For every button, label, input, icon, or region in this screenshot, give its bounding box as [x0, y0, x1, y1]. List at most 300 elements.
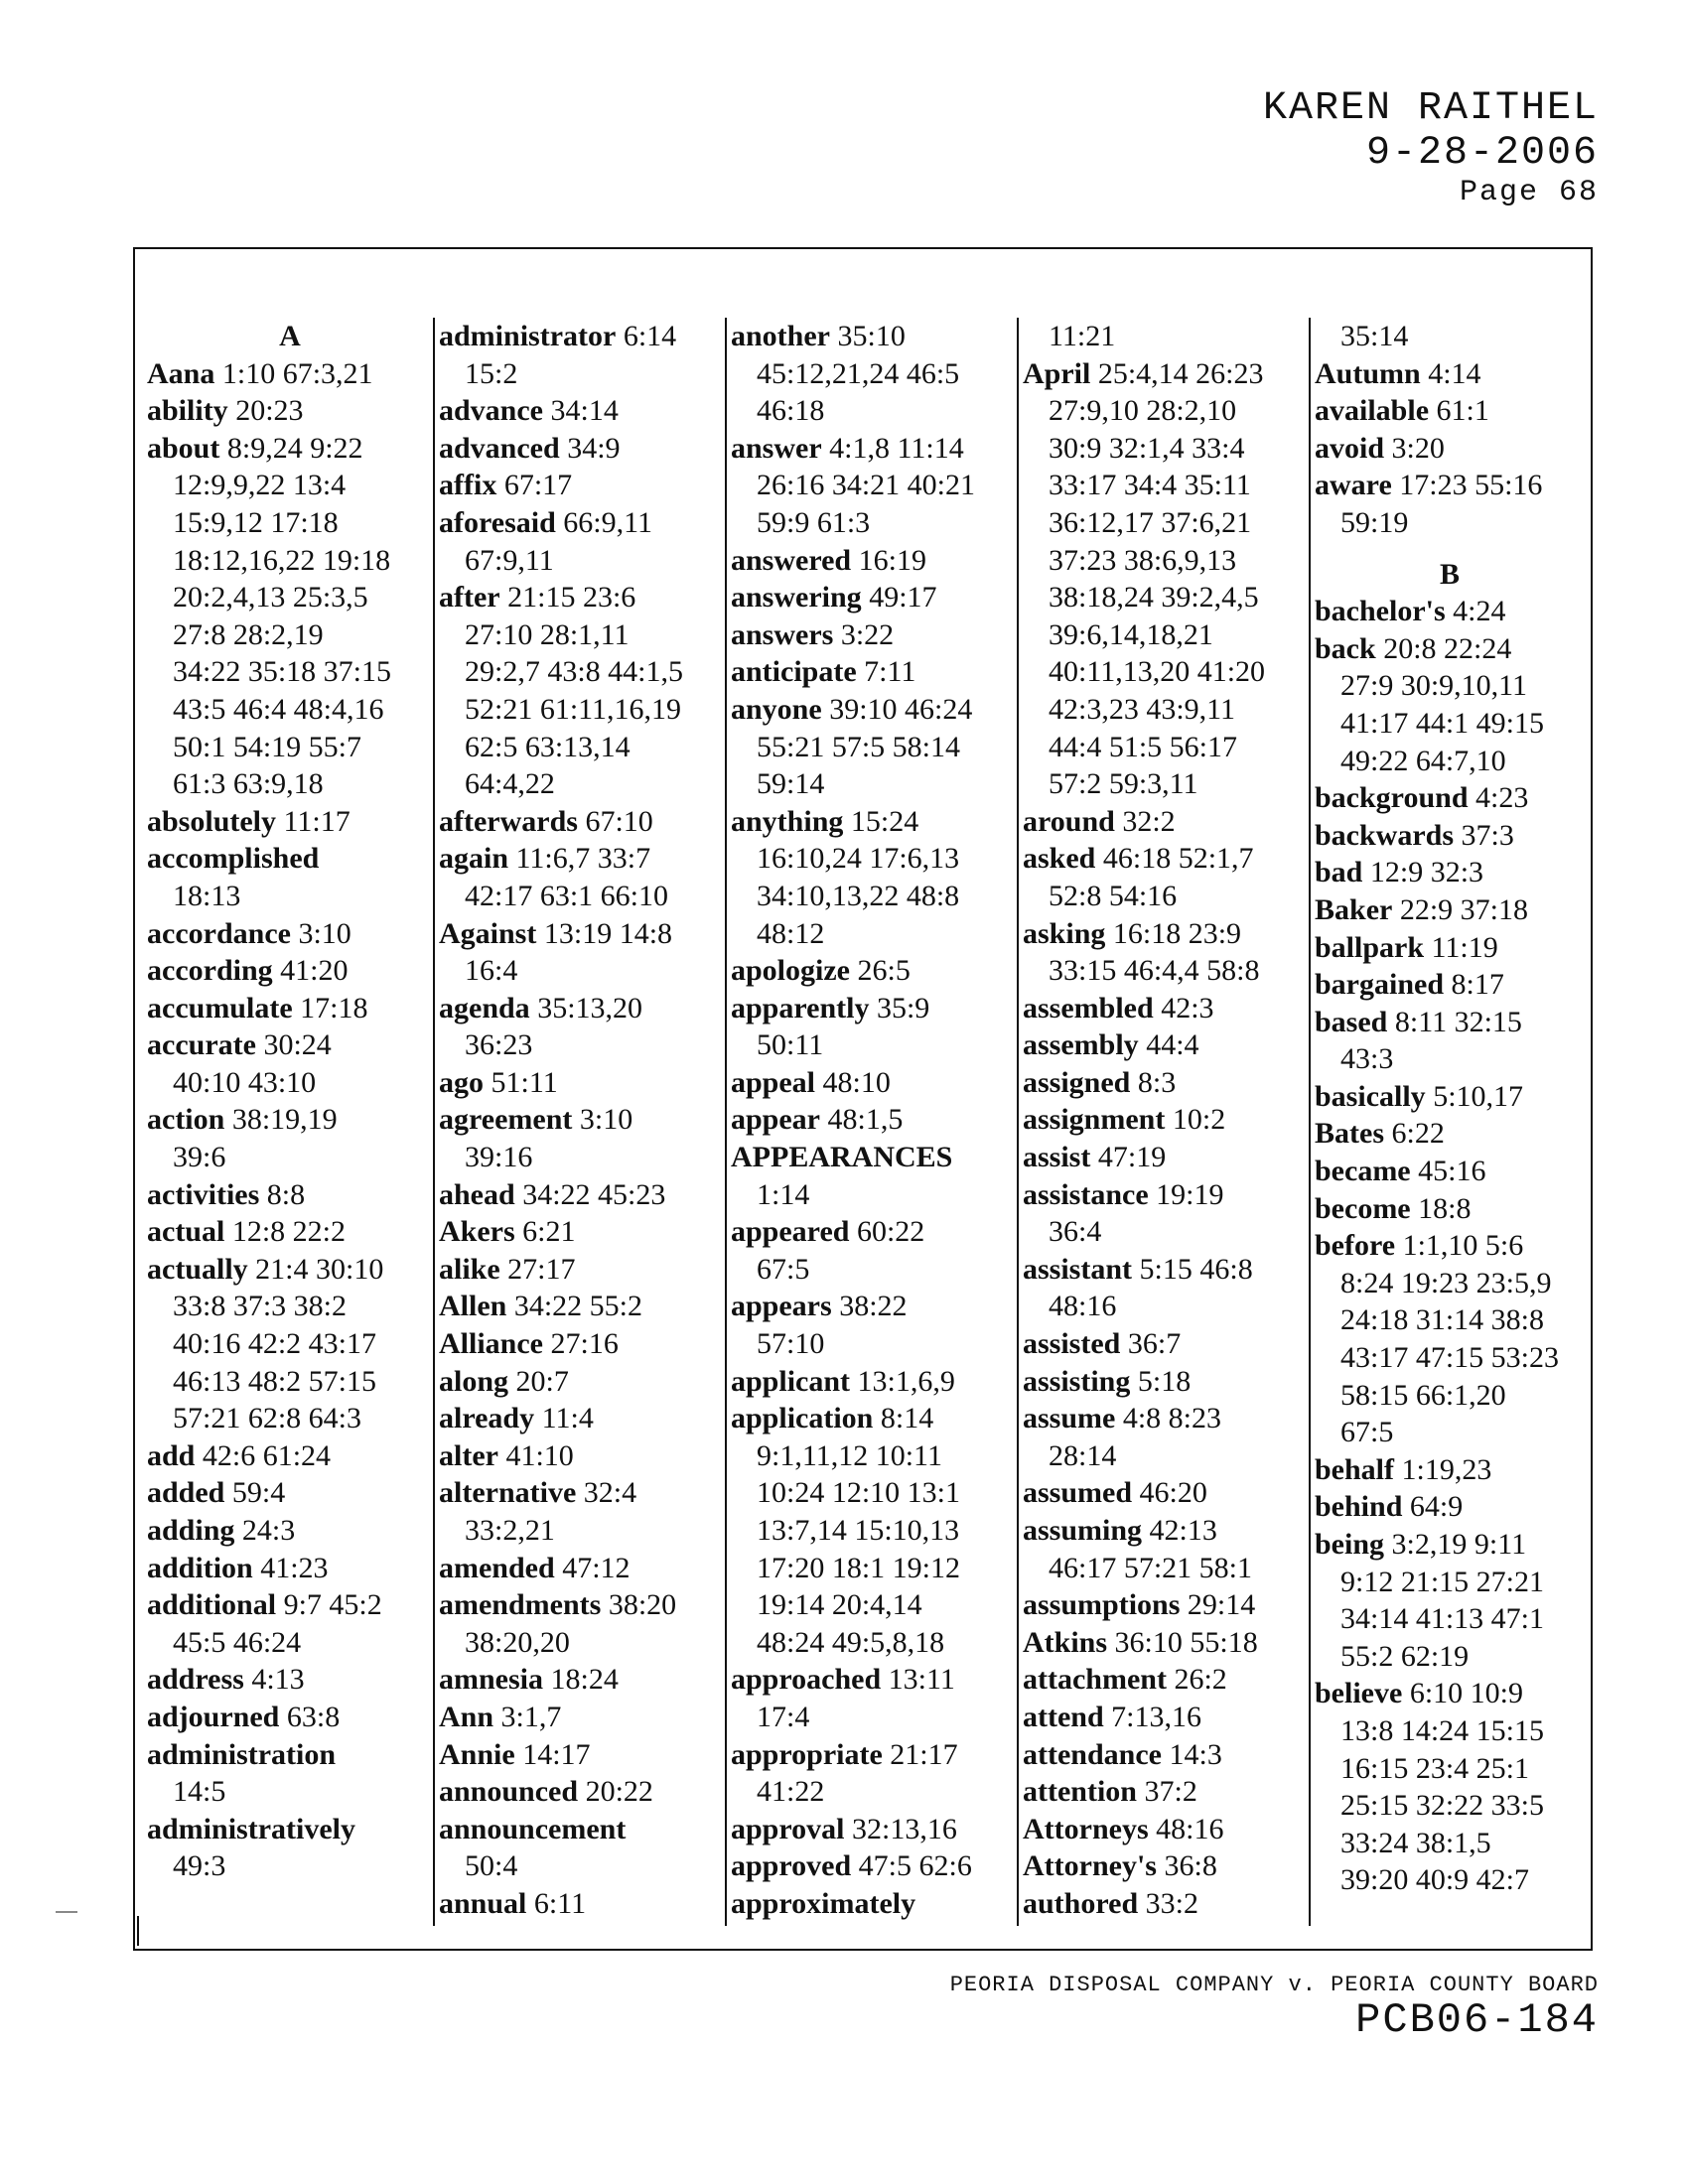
page-line-refs-continued: 48:12	[757, 916, 825, 950]
index-entry	[147, 1101, 433, 1175]
page-line-refs: 49:17	[869, 581, 937, 614]
page-line-refs: 18:24	[550, 1663, 619, 1697]
index-entry	[731, 1363, 1017, 1401]
page-line-refs-continued: 33:17 34:4 35:11	[1049, 469, 1251, 502]
page-line-refs-continued: 38:20,20	[465, 1625, 570, 1659]
index-entry	[731, 616, 1017, 654]
index-entry-line	[439, 1699, 725, 1736]
index-entry-line	[1315, 1115, 1585, 1153]
margin-tick	[137, 1916, 139, 1946]
index-term: activities	[147, 1177, 260, 1211]
index-entry	[731, 1661, 1017, 1735]
page-line-refs-continued: 55:21 57:5 58:14	[757, 730, 961, 763]
index-term: answering	[731, 581, 862, 614]
index-entry	[439, 1437, 725, 1475]
index-entry	[147, 803, 433, 841]
index-entry	[1023, 1064, 1309, 1102]
index-entry	[147, 1437, 433, 1475]
page-line-refs: 21:4 30:10	[255, 1252, 384, 1286]
index-entry-line	[147, 840, 433, 878]
index-term: assumed	[1023, 1476, 1133, 1510]
index-entry	[1023, 1325, 1309, 1363]
page-line-refs: 6:11	[533, 1886, 587, 1920]
index-entry-line	[731, 803, 1017, 841]
page-line-refs-continued: 43:5 46:4 48:4,16	[173, 692, 384, 726]
index-term: add	[147, 1438, 196, 1472]
index-term: adjourned	[147, 1700, 280, 1733]
index-term: administratively	[147, 1812, 355, 1845]
index-term: after	[439, 581, 500, 614]
index-term: appropriate	[731, 1737, 883, 1771]
index-entry-line	[1315, 1078, 1585, 1116]
index-term: added	[147, 1476, 225, 1510]
index-entry	[1023, 1474, 1309, 1512]
index-entry-line	[147, 430, 433, 468]
index-term: alter	[439, 1438, 498, 1472]
index-entry	[439, 467, 725, 504]
index-entry	[1315, 1153, 1585, 1190]
page-line-refs: 36:8	[1164, 1849, 1217, 1883]
index-entry	[731, 1736, 1017, 1811]
index-entry	[1315, 1078, 1585, 1116]
page-line-refs: 60:22	[856, 1215, 925, 1249]
index-entry	[731, 430, 1017, 542]
index-term: accurate	[147, 1028, 256, 1062]
index-entry-line	[1315, 929, 1585, 967]
page-line-refs-continued: 15:9,12 17:18	[173, 505, 339, 539]
page-line-refs-continued: 38:18,24 39:2,4,5	[1049, 581, 1259, 614]
page-line-refs: 14:3	[1169, 1737, 1222, 1771]
page-line-refs-continued: 29:2,7 43:8 44:1,5	[465, 655, 684, 689]
index-entry-line	[731, 1885, 1017, 1923]
page-line-refs-continued: 59:19	[1340, 505, 1409, 539]
index-entry-line	[1315, 467, 1585, 504]
index-entry-line	[1023, 1885, 1309, 1923]
index-term: assumptions	[1023, 1588, 1181, 1622]
page-line-refs-continued: 52:8 54:16	[1049, 879, 1178, 912]
index-entry	[147, 840, 433, 914]
index-term: approached	[731, 1663, 882, 1697]
index-entry	[147, 430, 433, 803]
page-line-refs-continued: 27:9,10 28:2,10	[1049, 394, 1237, 428]
page-line-refs-continued: 46:13 48:2 57:15	[173, 1364, 377, 1398]
page-line-refs: 35:13,20	[537, 991, 643, 1024]
index-term: annual	[439, 1886, 527, 1920]
index-entry-line	[147, 1661, 433, 1699]
index-entry-line	[731, 1400, 1017, 1437]
index-entry-line	[1023, 1474, 1309, 1512]
index-term: anyone	[731, 692, 822, 726]
index-entry	[731, 990, 1017, 1064]
index-entry	[1023, 1773, 1309, 1811]
index-entry-line	[439, 1811, 725, 1848]
index-term: along	[439, 1364, 509, 1398]
index-entry-line	[439, 1101, 725, 1139]
index-entry	[731, 803, 1017, 952]
index-entry-line	[1023, 1363, 1309, 1401]
page-line-refs: 10:2	[1172, 1103, 1226, 1137]
page-line-refs-continued: 41:22	[757, 1775, 825, 1809]
index-entry	[731, 1885, 1017, 1923]
index-entry-line	[439, 840, 725, 878]
index-term: backwards	[1315, 818, 1455, 852]
index-column-4	[1023, 318, 1311, 1926]
page-line-refs: 51:11	[491, 1065, 558, 1099]
page-line-refs-continued: 67:5	[1340, 1416, 1394, 1449]
index-entry	[731, 542, 1017, 580]
index-entry-line	[439, 467, 725, 504]
page-line-refs: 11:4	[541, 1402, 594, 1435]
page-line-refs-continued: 15:2	[465, 356, 518, 390]
index-entry-line	[439, 318, 725, 355]
page-line-refs: 41:23	[260, 1551, 329, 1584]
page-line-refs-continued: 33:8 37:3 38:2	[173, 1290, 348, 1323]
index-entry	[147, 1512, 433, 1550]
page-line-refs: 42:13	[1149, 1514, 1217, 1547]
page-line-refs: 20:22	[585, 1775, 653, 1809]
index-entry-line	[1315, 854, 1585, 891]
page-line-refs: 42:6 61:24	[202, 1438, 332, 1472]
index-entry-line	[1023, 1847, 1309, 1885]
page-line-refs-continued: 57:10	[757, 1327, 825, 1361]
index-term: anything	[731, 804, 844, 838]
page-line-refs: 18:8	[1418, 1191, 1472, 1225]
page-line-refs-continued: 61:3 63:9,18	[173, 767, 324, 801]
page-line-refs: 12:9 32:3	[1369, 856, 1484, 889]
index-entry-line	[1315, 355, 1585, 393]
index-term: according	[147, 954, 273, 988]
index-entry-line	[1023, 1624, 1309, 1662]
case-number: PCB06-184	[1355, 1996, 1599, 2045]
index-entry-line	[439, 1064, 725, 1102]
index-entry-line	[1023, 1251, 1309, 1289]
index-entry-line	[1315, 1451, 1585, 1489]
index-column-2	[439, 318, 727, 1926]
index-entry-line	[1023, 990, 1309, 1027]
index-entry-line	[147, 803, 433, 841]
page-line-refs: 37:3	[1461, 818, 1514, 852]
index-term: Autumn	[1315, 356, 1421, 390]
index-entry	[439, 1176, 725, 1214]
page-line-refs-continued: 59:9 61:3	[757, 505, 871, 539]
page-line-refs-continued: 10:24 12:10 13:1	[757, 1476, 961, 1510]
page-line-refs: 4:1,8 11:14	[829, 431, 964, 465]
page-line-refs: 8:14	[880, 1402, 934, 1435]
page-line-refs: 33:2	[1145, 1886, 1198, 1920]
index-entry-line	[1315, 1488, 1585, 1526]
index-entry	[439, 1288, 725, 1325]
index-entry-line	[1023, 1736, 1309, 1774]
index-entry	[1023, 1885, 1309, 1923]
page-line-refs-continued: 59:14	[757, 767, 825, 801]
page-line-refs: 11:17	[283, 804, 351, 838]
index-entry	[731, 653, 1017, 691]
index-entry	[439, 1885, 725, 1923]
index-entry	[147, 1474, 433, 1512]
page-line-refs: 44:4	[1146, 1028, 1199, 1062]
index-entry	[731, 318, 1017, 430]
page-line-refs: 36:10 55:18	[1114, 1625, 1258, 1659]
page-line-refs-continued: 27:9 30:9,10,11	[1340, 669, 1528, 703]
index-entry-line	[1315, 1227, 1585, 1265]
index-term: become	[1315, 1191, 1411, 1225]
index-entry	[1315, 929, 1585, 967]
index-term: background	[1315, 781, 1469, 815]
index-entry-line	[731, 542, 1017, 580]
page-line-refs-continued: 48:16	[1049, 1290, 1117, 1323]
index-entry	[731, 952, 1017, 990]
index-entry	[1315, 1488, 1585, 1526]
index-term: Alliance	[439, 1327, 543, 1361]
page-line-refs: 46:20	[1139, 1476, 1207, 1510]
index-entry	[1023, 1699, 1309, 1736]
page-line-refs: 1:19,23	[1401, 1452, 1492, 1486]
index-entry-line	[147, 990, 433, 1027]
case-caption: PEORIA DISPOSAL COMPANY v. PEORIA COUNTY BOARD	[949, 1973, 1599, 1997]
page-line-refs: 64:9	[1409, 1490, 1464, 1524]
index-entry	[1315, 1227, 1585, 1451]
index-term: advance	[439, 394, 543, 428]
page-number: Page 68	[1459, 175, 1599, 209]
index-entry-line	[731, 1288, 1017, 1325]
page-line-refs: 9:7 45:2	[283, 1588, 382, 1622]
index-entry-line	[731, 1363, 1017, 1401]
index-term: afterwards	[439, 804, 578, 838]
index-term: appears	[731, 1290, 832, 1323]
page-line-refs: 59:4	[231, 1476, 286, 1510]
index-entry-line	[439, 1885, 725, 1923]
index-term: Atkins	[1023, 1625, 1108, 1659]
index-term: apparently	[731, 991, 870, 1024]
index-entry	[439, 392, 725, 430]
index-entry-line	[147, 1586, 433, 1624]
page-line-refs-continued: 40:10 43:10	[173, 1065, 317, 1099]
page-line-refs: 32:2	[1122, 804, 1176, 838]
page-line-refs: 38:20	[608, 1588, 677, 1622]
page-line-refs: 8:17	[1451, 968, 1504, 1002]
index-term: action	[147, 1103, 225, 1137]
page-line-refs: 22:9 37:18	[1399, 892, 1528, 926]
index-entry	[1023, 1251, 1309, 1325]
index-entry-line	[439, 1736, 725, 1774]
index-entry	[439, 915, 725, 990]
page-line-refs: 47:5 62:6	[858, 1849, 972, 1883]
index-term: Against	[439, 916, 537, 950]
index-term: approximately	[731, 1886, 916, 1920]
index-term: announcement	[439, 1812, 627, 1845]
page-line-refs-continued: 40:16 42:2 43:17	[173, 1327, 377, 1361]
page-line-refs-continued: 40:11,13,20 41:20	[1049, 655, 1266, 689]
index-entry-line	[731, 1064, 1017, 1102]
page-line-refs: 13:11	[888, 1663, 955, 1697]
index-entry	[439, 1400, 725, 1437]
index-entry	[1315, 1451, 1585, 1489]
page-line-refs-continued: 13:8 14:24 15:15	[1340, 1713, 1545, 1747]
index-entry-line	[439, 803, 725, 841]
index-entry-line	[439, 579, 725, 616]
index-term: addition	[147, 1551, 253, 1584]
index-term: administrator	[439, 320, 617, 352]
index-entry	[1023, 1139, 1309, 1176]
index-term: ability	[147, 394, 228, 428]
index-entry-line	[1315, 1190, 1585, 1228]
index-entry-line	[1023, 1026, 1309, 1064]
deponent-name: KAREN RAITHEL	[1262, 86, 1599, 131]
index-term: approval	[731, 1812, 845, 1845]
section-letter: A	[279, 320, 301, 352]
index-term: assembly	[1023, 1028, 1139, 1062]
page-line-refs: 38:19,19	[231, 1103, 338, 1137]
page-line-refs: 12:8 22:2	[231, 1215, 346, 1249]
index-entry-line	[147, 392, 433, 430]
index-term: Allen	[439, 1290, 507, 1323]
page-line-refs-continued: 24:18 31:14 38:8	[1340, 1303, 1545, 1337]
index-entry-line	[731, 1139, 1017, 1176]
page-line-refs-continued: 13:7,14 15:10,13	[757, 1514, 960, 1547]
page-line-refs: 32:13,16	[851, 1812, 957, 1845]
page-line-refs-continued: 49:3	[173, 1849, 226, 1883]
page-line-refs: 6:22	[1391, 1117, 1445, 1151]
page-line-refs-continued: 33:24 38:1,5	[1340, 1826, 1491, 1859]
page-line-refs-continued: 50:11	[757, 1028, 824, 1062]
index-entry-line	[731, 1811, 1017, 1848]
index-term: amendments	[439, 1588, 602, 1622]
index-entry-line	[731, 430, 1017, 468]
index-term: approved	[731, 1849, 852, 1883]
page-line-refs-continued: 39:16	[465, 1141, 533, 1174]
index-term: alike	[439, 1252, 500, 1286]
page-line-refs: 1:1,10 5:6	[1402, 1229, 1524, 1263]
page-line-refs: 17:18	[300, 991, 368, 1024]
margin-dash	[56, 1911, 77, 1913]
page-line-refs-continued: 36:23	[465, 1028, 533, 1062]
index-entry	[1315, 1526, 1585, 1675]
page-header	[1263, 87, 1599, 209]
page-line-refs-continued: 39:6,14,18,21	[1049, 617, 1213, 651]
index-entry-line	[1023, 1773, 1309, 1811]
index-term: answers	[731, 617, 834, 651]
index-term: assisting	[1023, 1364, 1131, 1398]
index-term: bad	[1315, 856, 1363, 889]
index-term: April	[1023, 356, 1091, 390]
index-term: behalf	[1315, 1452, 1395, 1486]
page-line-refs: 4:24	[1453, 595, 1506, 628]
page-line-refs-continued: 34:10,13,22 48:8	[757, 879, 960, 912]
index-entry	[439, 579, 725, 803]
index-entry	[439, 1474, 725, 1549]
page-line-refs-continued: 34:14 41:13 47:1	[1340, 1602, 1545, 1636]
index-entry	[1315, 779, 1585, 817]
index-term: Akers	[439, 1215, 515, 1249]
page-line-refs-continued: 25:15 32:22 33:5	[1340, 1789, 1545, 1823]
page-line-refs: 35:9	[876, 991, 930, 1024]
page-line-refs: 20:23	[235, 394, 304, 428]
index-entry-line	[147, 1101, 433, 1139]
index-entry-line	[1023, 1101, 1309, 1139]
page-line-refs: 29:14	[1187, 1588, 1256, 1622]
index-entry-line	[1315, 891, 1585, 929]
page-line-refs-continued: 30:9 32:1,4 33:4	[1049, 431, 1245, 465]
index-entry-line	[1023, 1064, 1309, 1102]
index-term: authored	[1023, 1886, 1139, 1920]
index-term: Ann	[439, 1700, 494, 1733]
index-entry-line	[1023, 1586, 1309, 1624]
page-line-refs: 66:9,11	[563, 505, 653, 539]
index-term: avoid	[1315, 431, 1385, 465]
index-term: actual	[147, 1215, 225, 1249]
page-line-refs: 1:10 67:3,21	[221, 356, 373, 390]
index-column-3	[731, 318, 1019, 1926]
index-term: behind	[1315, 1490, 1403, 1524]
index-term: ago	[439, 1065, 484, 1099]
index-entry-line	[731, 579, 1017, 616]
index-entry	[147, 1026, 433, 1101]
index-term: back	[1315, 631, 1376, 665]
page-line-refs-continued: 45:5 46:24	[173, 1625, 302, 1659]
index-term: assuming	[1023, 1514, 1143, 1547]
page-line-refs-continued: 43:3	[1340, 1042, 1394, 1076]
index-entry	[1023, 915, 1309, 990]
page-footer	[950, 1974, 1599, 2043]
index-entry-line	[731, 1101, 1017, 1139]
page-line-refs-continued: 17:20 18:1 19:12	[757, 1551, 961, 1584]
index-entry-line	[439, 1773, 725, 1811]
page-line-refs: 26:2	[1174, 1663, 1227, 1697]
index-term: attention	[1023, 1775, 1137, 1809]
page-line-refs: 5:18	[1137, 1364, 1192, 1398]
index-entry-line	[439, 430, 725, 468]
index-entry	[1315, 630, 1585, 779]
page-line-refs-continued: 33:2,21	[465, 1514, 555, 1547]
page-line-refs-continued: 48:24 49:5,8,18	[757, 1625, 945, 1659]
index-entry	[1315, 891, 1585, 929]
index-entry	[439, 1101, 725, 1175]
page-line-refs: 41:20	[280, 954, 349, 988]
index-term: accomplished	[147, 842, 320, 876]
index-entry	[439, 1736, 725, 1774]
page-line-refs: 3:2,19 9:11	[1391, 1528, 1527, 1561]
index-entry	[439, 1586, 725, 1661]
page-line-refs: 8:8	[266, 1177, 306, 1211]
index-entry-line	[1023, 1811, 1309, 1848]
index-entry-line	[731, 653, 1017, 691]
index-term: assistance	[1023, 1177, 1149, 1211]
index-entry	[439, 1363, 725, 1401]
index-term: affix	[439, 469, 497, 502]
index-entry-line	[1023, 803, 1309, 841]
index-term: assist	[1023, 1141, 1091, 1174]
page-line-refs-continued: 36:12,17 37:6,21	[1049, 505, 1252, 539]
page-line-refs: 47:19	[1097, 1141, 1167, 1174]
index-entry-line	[1315, 392, 1585, 430]
index-entry	[439, 430, 725, 468]
index-entry	[1315, 467, 1585, 541]
index-term: anticipate	[731, 655, 857, 689]
index-entry	[731, 1811, 1017, 1848]
index-entry	[731, 1064, 1017, 1102]
index-entry	[1023, 1363, 1309, 1401]
index-entry-line	[147, 355, 433, 393]
index-entry	[1315, 966, 1585, 1004]
index-entry	[147, 915, 433, 953]
index-entry-line	[1023, 840, 1309, 878]
index-entry-line	[731, 1847, 1017, 1885]
index-entry	[1023, 1512, 1309, 1586]
index-entry-line	[439, 1325, 725, 1363]
page-line-refs: 3:22	[840, 617, 895, 651]
index-term: applicant	[731, 1364, 851, 1398]
index-term: became	[1315, 1155, 1411, 1188]
